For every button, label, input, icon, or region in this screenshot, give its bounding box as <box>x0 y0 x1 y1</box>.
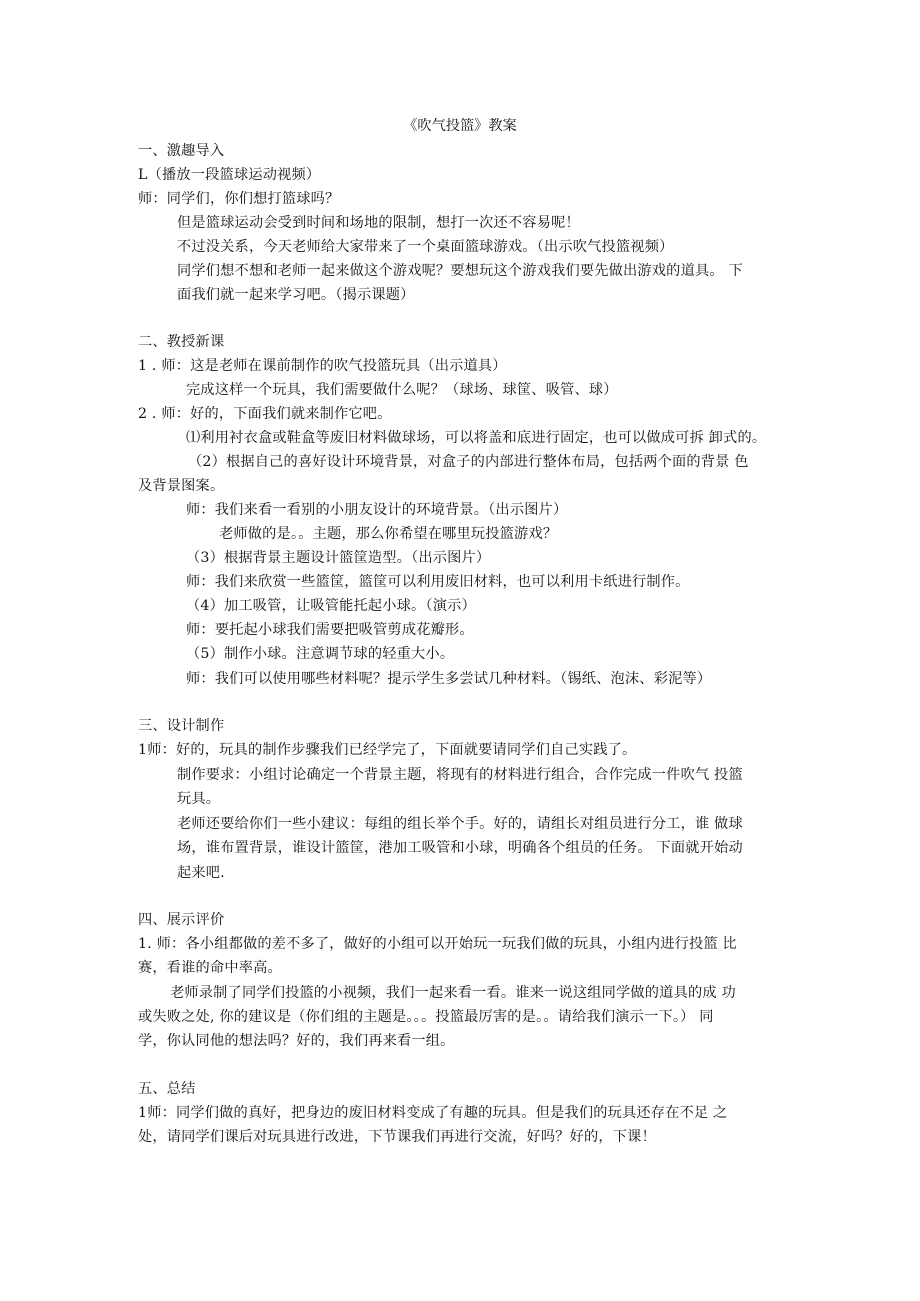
paragraph-line: ⑴利用衬衣盒或鞋盒等废旧材料做球场，可以将盖和底进行固定，也可以做成可拆 卸式的。 <box>186 430 767 446</box>
paragraph-line: 完成这样一个玩具，我们需要做什么呢？（球场、球筐、吸管、球） <box>186 382 618 398</box>
section-heading-intro: 一、激趣导入 <box>138 143 225 159</box>
paragraph-line: 1. 师：各小组都做的差不多了，做好的小组可以开始玩一玩我们做的玩具，小组内进行投篮 比 <box>138 936 737 952</box>
paragraph-line: 1师：同学们做的真好，把身边的废旧材料变成了有趣的玩具。但是我们的玩具还存在不足 之 <box>138 1105 728 1121</box>
paragraph-line: 制作要求：小组讨论确定一个背景主题，将现有的材料进行组合，合作完成一件吹气 投篮 <box>177 767 743 783</box>
paragraph-line: 老师做的是。。主题，那么你希望在哪里玩投篮游戏？ <box>219 526 558 542</box>
paragraph-line: 师：我们来看一看别的小朋友设计的环境背景。（出示图片） <box>186 502 568 518</box>
document-title: 《吹气投篮》教案 <box>403 118 517 134</box>
paragraph-line: 或失败之处, 你的建议是（你们组的主题是。。。投篮最厉害的是。。请给我们演示一下。） 同 <box>138 1009 714 1025</box>
paragraph-line: 师：我们来欣赏一些篮筐，篮筐可以利用废旧材料，也可以利用卡纸进行制作。 <box>186 574 690 590</box>
paragraph-line: 老师录制了同学们投篮的小视频，我们一起来看一看。谁来一说这组同学做的道具的成 功 <box>170 985 736 1001</box>
paragraph-line: 起来吧. <box>177 865 225 881</box>
paragraph-line: 赛，看谁的命中率高。 <box>138 960 282 976</box>
paragraph-line: 场，谁布置背景，谁设计篮筐，港加工吸管和小球，明确各个组员的任务。 下面就开始动 <box>177 840 743 856</box>
section-heading-summary: 五、总结 <box>138 1081 196 1097</box>
paragraph-line: 1师：好的，玩具的制作步骤我们已经学完了，下面就要请同学们自己实践了。 <box>138 742 637 758</box>
section-heading-design: 三、设计制作 <box>138 718 225 734</box>
paragraph-line: 师：我们可以使用哪些材料呢？提示学生多尝试几种材料。（锡纸、泡沫、彩泥等） <box>186 671 712 687</box>
paragraph-line: 1 . 师：这是老师在课前制作的吹气投篮玩具（出示道具） <box>138 358 507 374</box>
paragraph-line: 同学们想不想和老师一起来做这个游戏呢？要想玩这个游戏我们要先做出游戏的道具。 下 <box>177 263 743 279</box>
section-heading-evaluation: 四、展示评价 <box>138 912 225 928</box>
paragraph-line: 师：同学们，你们想打篮球吗？ <box>138 191 340 207</box>
section-heading-new-lesson: 二、教授新课 <box>138 334 225 350</box>
paragraph-line: （5）制作小球。注意调节球的轻重大小。 <box>186 646 455 662</box>
paragraph-line: L（播放一段篮球运动视频） <box>138 167 321 183</box>
paragraph-line: 面我们就一起来学习吧。（揭示课题） <box>177 287 415 303</box>
paragraph-line: 学，你认同他的想法吗？好的，我们再来看一组。 <box>138 1033 455 1049</box>
paragraph-line: 老师还要给你们一些小建议：每组的组长举个手。好的，请组长对组员进行分工，谁 做球 <box>177 816 743 832</box>
paragraph-line: 2 . 师：好的，下面我们就来制作它吧。 <box>138 406 392 422</box>
paragraph-line: 不过没关系，今天老师给大家带来了一个桌面篮球游戏。（出示吹气投篮视频） <box>177 239 674 255</box>
paragraph-line: 处，请同学们课后对玩具进行改进，下节课我们再进行交流，好吗？好的，下课！ <box>138 1129 656 1145</box>
paragraph-line: 玩具。 <box>177 791 221 807</box>
paragraph-line: （4）加工吸管，让吸管能托起小球。（演示） <box>186 598 476 614</box>
paragraph-line: （2）根据自己的喜好设计环境背景，对盒子的内部进行整体布局，包括两个面的背景 色 <box>188 454 749 470</box>
paragraph-line: 师：要托起小球我们需要把吸管剪成花瓣形。 <box>186 622 474 638</box>
paragraph-line: （3）根据背景主题设计篮筐造型。（出示图片） <box>186 550 491 566</box>
paragraph-line: 但是篮球运动会受到时间和场地的限制，想打一次还不容易呢！ <box>177 215 580 231</box>
paragraph-line: 及背景图案。 <box>138 478 225 494</box>
